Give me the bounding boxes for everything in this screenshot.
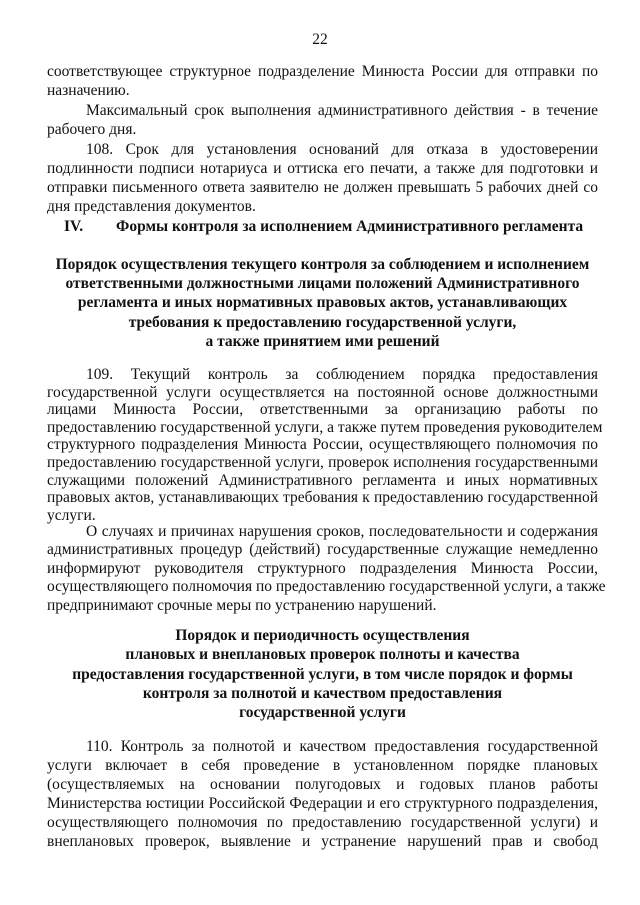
- text-line: осуществляющего полномочия по предоставлению государственной услуги) и: [47, 814, 598, 831]
- text-line: подлинности подписи нотариуса и оттиска его печати, а также для подготовки и: [47, 159, 598, 177]
- text-line: рабочего дня.: [47, 121, 137, 139]
- text-line: информируют руководителя структурного подразделения Минюста России,: [47, 559, 598, 577]
- text-line: ответственными должностными лицами положений Административного: [65, 275, 580, 293]
- text-line: внеплановых проверок, выявление и устранение нарушений прав и свобод: [47, 833, 598, 850]
- text-line: государственной услуги осуществляется на постоянной основе должностными: [47, 383, 598, 401]
- text-line: Министерства юстиции Российской Федерации и его структурного подразделения,: [47, 795, 598, 812]
- paragraph-108: [47, 140, 598, 216]
- text-line: Порядок и периодичность осуществления: [175, 627, 470, 644]
- paragraph-110: [47, 737, 598, 851]
- paragraph-107-term: [47, 101, 598, 140]
- text-line: услуги.: [47, 506, 96, 524]
- text-line: плановых и внеплановых проверок полноты и качества: [125, 646, 520, 664]
- text-line: а также принятием ими решений: [205, 332, 440, 350]
- text-line: назначению.: [47, 82, 130, 100]
- text-line: контроля за полнотой и качеством предоставления: [142, 684, 503, 702]
- text-line: лицами Минюста России, ответственными за организацию работы по: [47, 401, 598, 419]
- text-line: 108. Срок для установления оснований для отказа в удостоверении: [86, 140, 598, 158]
- subheading-inspections: [47, 626, 598, 722]
- text-line: соответствующее структурное подразделение Минюста России для отправки по: [47, 63, 598, 80]
- page-number: 22: [312, 31, 328, 48]
- text-line: (осуществляемых на основании полугодовых и годовых планов работы: [47, 776, 598, 793]
- text-line: услуги включает в себя проведение в установленном порядке плановых: [47, 757, 598, 774]
- text-line: служащими положений Административного регламента и иных нормативных: [47, 471, 598, 489]
- text-line: 109. Текущий контроль за соблюдением порядка предоставления: [86, 366, 598, 383]
- text-line: 110. Контроль за полнотой и качеством предоставления государственной: [86, 738, 598, 755]
- text-line: регламента и иных нормативных правовых актов, устанавливающих: [77, 294, 568, 312]
- section-heading: [64, 218, 583, 236]
- text-line: предпринимают срочные меры по устранению нарушений.: [47, 596, 437, 614]
- text-line: требования к предоставлению государственной услуги,: [128, 313, 517, 331]
- text-line: дня представления документов.: [47, 197, 256, 215]
- text-line: структурного подразделения Минюста России, осуществляющего полномочия по: [47, 436, 598, 454]
- text-line: предоставления государственной услуги, в том числе порядок и формы: [72, 665, 573, 683]
- text-line: осуществляющего полномочия по предоставлению государственной услуги, а также: [47, 578, 606, 596]
- paragraph-107-end: [47, 62, 598, 101]
- text-line: правовых актов, устанавливающих требования к предоставлению государственной: [47, 489, 598, 507]
- text-line: Порядок осуществления текущего контроля за соблюдением и исполнением: [55, 256, 590, 273]
- text-line: административных процедур (действий) государственные служащие немедленно: [47, 541, 598, 559]
- paragraph-109: [47, 366, 603, 524]
- text-line: предоставлению государственной услуги, проверок исполнения государственными: [47, 453, 598, 471]
- text-line: государственной услуги: [239, 704, 406, 722]
- paragraph-violations: [47, 523, 606, 615]
- subheading-current-control: [47, 255, 598, 351]
- section-title: Формы контроля за исполнением Административного регламента: [116, 218, 584, 235]
- section-number: IV.: [64, 218, 84, 235]
- text-line: Максимальный срок выполнения административного действия - в течение: [86, 101, 598, 119]
- text-line: предоставлению государственной услуги, а также путем проведения руководителем: [47, 418, 603, 436]
- text-line: отправки письменного ответа заявителю не должен превышать 5 рабочих дней со: [47, 178, 598, 196]
- text-line: О случаях и причинах нарушения сроков, последовательности и содержания: [86, 523, 598, 540]
